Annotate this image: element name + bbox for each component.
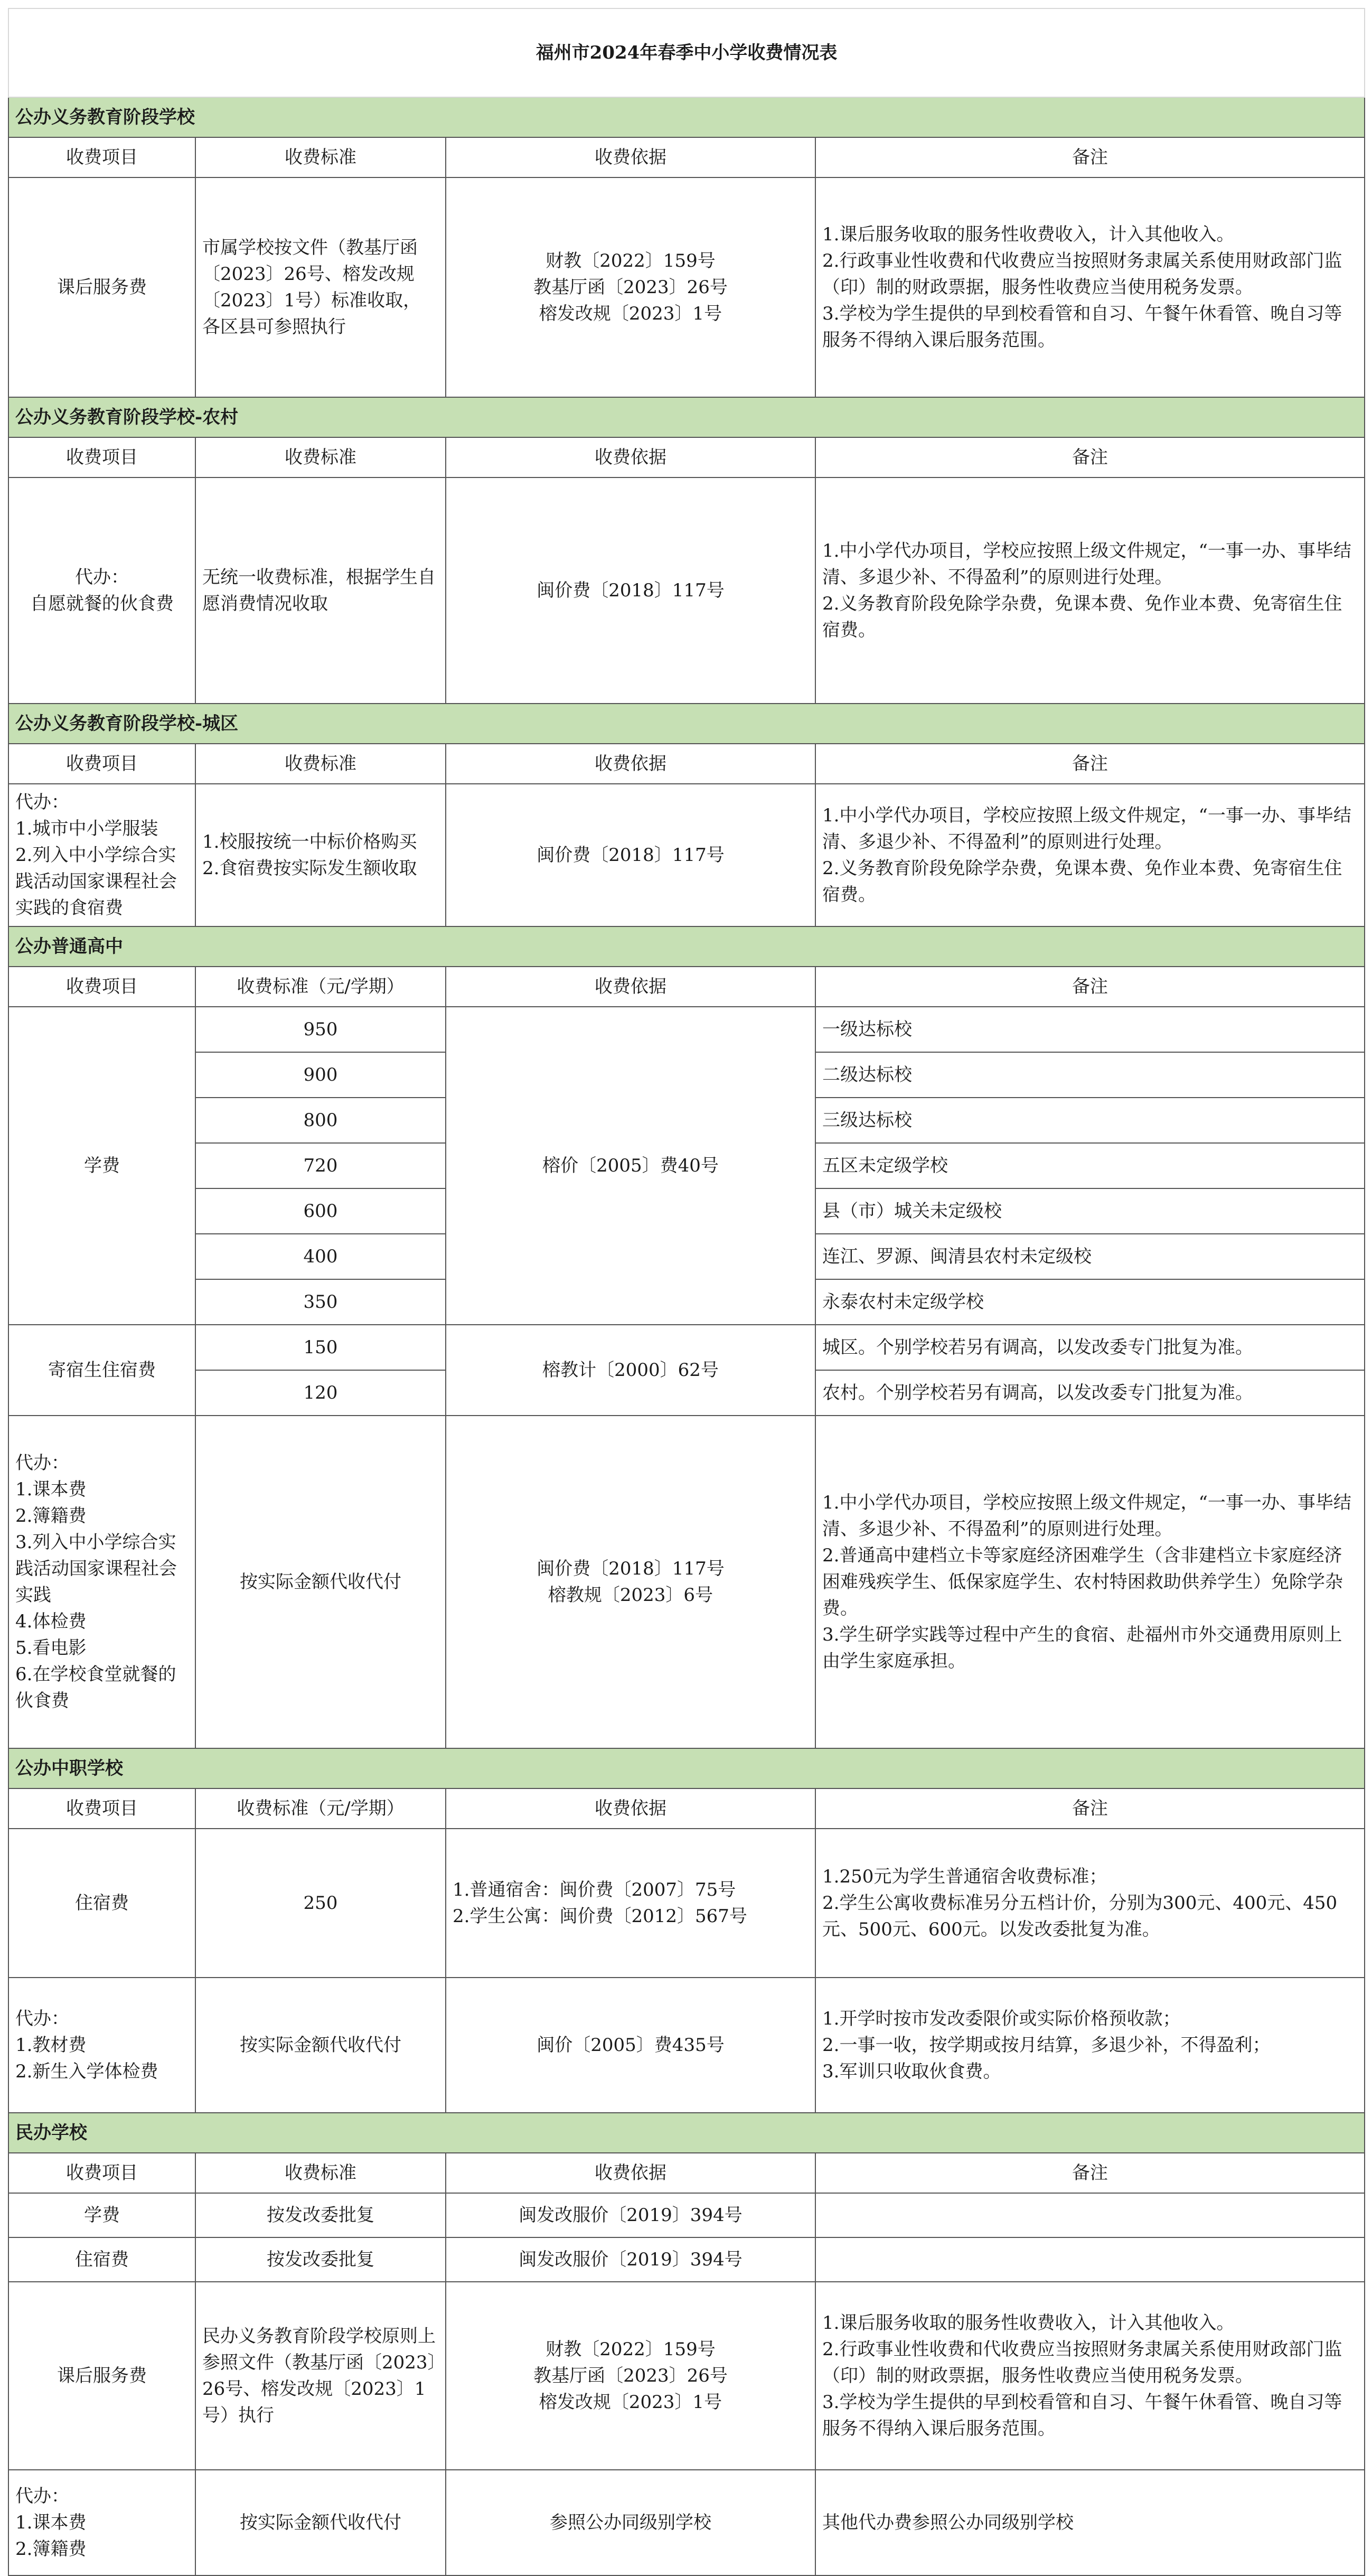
fee-item-line: 代办： xyxy=(15,2486,69,2507)
column-header xyxy=(8,967,195,1007)
fee-item-line: 2.列入中小学综合实践活动国家课程社会实践的食宿费 xyxy=(15,845,177,919)
fee-note xyxy=(815,1007,1365,1052)
section-row xyxy=(8,97,1365,137)
column-header-line: 收费标准（元/学期） xyxy=(237,976,405,997)
fee-row xyxy=(8,2470,1365,2575)
column-header-line: 收费标准（元/学期） xyxy=(237,1798,405,1819)
fee-note xyxy=(815,2470,1365,2575)
page-title: 福州市2024年春季中小学收费情况表 xyxy=(8,8,1365,97)
fee-note-line: 2.一事一收，按学期或按月结算，多退少补，不得盈利； xyxy=(822,2035,1271,2056)
fee-item xyxy=(8,2237,195,2282)
fee-table xyxy=(8,8,1365,2576)
fee-note-line: 2.义务教育阶段免除学杂费，免课本费、免作业本费、免寄宿生住宿费。 xyxy=(822,858,1342,905)
column-header xyxy=(815,2153,1365,2193)
fee-item xyxy=(8,1007,195,1325)
header-row xyxy=(8,967,1365,1007)
column-header-line: 收费依据 xyxy=(595,753,666,774)
section-row xyxy=(8,1748,1365,1788)
fee-note xyxy=(815,1978,1365,2113)
fee-standard xyxy=(195,2237,446,2282)
fee-note-line: 二级达标校 xyxy=(822,1064,912,1085)
fee-row xyxy=(8,2282,1365,2470)
fee-note-line: 一级达标校 xyxy=(822,1019,912,1040)
title-row xyxy=(8,8,1365,97)
fee-note xyxy=(815,1829,1365,1978)
fee-note-line: 3.学校为学生提供的早到校看管和自习、午餐午休看管、晚自习等服务不得纳入课后服务范围。 xyxy=(822,303,1342,351)
fee-note-line: 其他代办费参照公办同级别学校 xyxy=(822,2512,1074,2533)
agency-row xyxy=(8,1416,1365,1748)
fee-item xyxy=(8,1829,195,1978)
column-header xyxy=(815,1788,1365,1829)
fee-standard xyxy=(195,2282,446,2470)
column-header xyxy=(195,2153,446,2193)
fee-item-line: 学费 xyxy=(84,1155,120,1176)
header-row xyxy=(8,2153,1365,2193)
fee-row xyxy=(8,1978,1365,2113)
column-header xyxy=(195,1788,446,1829)
section-title xyxy=(8,926,1365,967)
header-row xyxy=(8,137,1365,177)
column-header xyxy=(195,137,446,177)
fee-basis-line: 榕教计〔2000〕62号 xyxy=(542,1360,719,1381)
fee-note xyxy=(815,1234,1365,1279)
fee-amount xyxy=(195,1188,446,1234)
column-header-line: 收费项目 xyxy=(66,147,138,168)
column-header-line: 收费项目 xyxy=(66,2162,138,2184)
column-header xyxy=(446,967,815,1007)
section-title-line: 公办义务教育阶段学校 xyxy=(15,107,195,128)
fee-note xyxy=(815,1325,1365,1370)
fee-note-line: 县（市）城关未定级校 xyxy=(822,1201,1002,1222)
fee-amount-line: 600 xyxy=(303,1201,338,1222)
fee-item-line: 学费 xyxy=(84,2205,120,2226)
fee-basis-line: 榕发改规〔2023〕1号 xyxy=(539,2392,722,2413)
fee-standard-line: 按实际金额代收代付 xyxy=(240,1571,401,1593)
fee-basis xyxy=(446,2282,815,2470)
fee-item-line: 代办： xyxy=(15,2008,69,2029)
fee-note xyxy=(815,1370,1365,1416)
fee-note-line: 1.开学时按市发改委限价或实际价格预收款； xyxy=(822,2008,1181,2029)
fee-standard-line: 1.校服按统一中标价格购买 xyxy=(202,831,417,853)
fee-note-line: 永泰农村未定级学校 xyxy=(822,1291,984,1313)
fee-row xyxy=(8,2193,1365,2237)
fee-standard xyxy=(195,177,446,397)
header-row xyxy=(8,437,1365,477)
fee-standard xyxy=(195,784,446,926)
column-header-line: 收费标准 xyxy=(285,147,356,168)
fee-item-line: 2.簿籍费 xyxy=(15,2538,87,2560)
column-header xyxy=(446,2153,815,2193)
fee-basis-line: 教基厅函〔2023〕26号 xyxy=(533,2365,728,2386)
section-row xyxy=(8,704,1365,744)
column-header-line: 备注 xyxy=(1072,2162,1108,2184)
fee-note-line: 2.学生公寓收费标准另分五档计价，分别为300元、400元、450元、500元、600元。以发改委批复为准。 xyxy=(822,1893,1338,1940)
fee-basis-line: 闽价费〔2018〕117号 xyxy=(537,1558,725,1579)
fee-note-line: 1.250元为学生普通宿舍收费标准； xyxy=(822,1866,1107,1887)
fee-note xyxy=(815,1416,1365,1748)
column-header-line: 收费依据 xyxy=(595,2162,666,2184)
fee-item-line: 自愿就餐的伙食费 xyxy=(30,593,174,614)
fee-amount-line: 800 xyxy=(303,1110,338,1131)
fee-amount xyxy=(195,1234,446,1279)
section-title-line: 公办义务教育阶段学校-农村 xyxy=(15,407,239,428)
fee-item xyxy=(8,784,195,926)
fee-basis xyxy=(446,2470,815,2575)
fee-note xyxy=(815,1052,1365,1098)
fee-amount-line: 720 xyxy=(303,1155,338,1176)
fee-standard-line: 按发改委批复 xyxy=(267,2249,374,2270)
fee-basis-line: 榕价〔2005〕费40号 xyxy=(542,1155,719,1176)
fee-standard-line: 按实际金额代收代付 xyxy=(240,2512,401,2533)
fee-note-line: 城区。个别学校若另有调高，以发改委专门批复为准。 xyxy=(822,1337,1253,1358)
tuition-row xyxy=(8,1007,1365,1052)
section-title-line: 公办普通高中 xyxy=(15,936,123,957)
fee-note-line: 2.义务教育阶段免除学杂费，免课本费、免作业本费、免寄宿生住宿费。 xyxy=(822,593,1342,641)
fee-item-line: 课后服务费 xyxy=(57,277,147,298)
header-row xyxy=(8,1788,1365,1829)
fee-amount-line: 900 xyxy=(303,1064,338,1085)
fee-row xyxy=(8,784,1365,926)
section-title xyxy=(8,397,1365,437)
fee-standard-line: 市属学校按文件（教基厅函〔2023〕26号、榕发改规〔2023〕1号）标准收取，各区县可参照执行 xyxy=(202,237,421,338)
section-title-line: 公办中职学校 xyxy=(15,1758,123,1779)
fee-basis xyxy=(446,1978,815,2113)
fee-amount xyxy=(195,1279,446,1325)
fee-standard xyxy=(195,1978,446,2113)
fee-basis xyxy=(446,2193,815,2237)
fee-item xyxy=(8,2193,195,2237)
fee-item-line: 4.体检费 xyxy=(15,1611,87,1632)
fee-basis-line: 榕发改规〔2023〕1号 xyxy=(539,303,722,324)
fee-amount xyxy=(195,1370,446,1416)
fee-item-line: 代办： xyxy=(15,792,69,813)
fee-note-line: 1.中小学代办项目，学校应按照上级文件规定，“一事一办、事毕结清、多退少补、不得盈利”的原则进行处理。 xyxy=(822,1492,1351,1540)
fee-standard xyxy=(195,1416,446,1748)
fee-note xyxy=(815,2193,1365,2237)
fee-basis-line: 闽价费〔2018〕117号 xyxy=(537,845,725,866)
fee-note-line: 2.行政事业性收费和代收费应当按照财务隶属关系使用财政部门监（印）制的财政票据，服务性收费应当使用税务发票。 xyxy=(822,2339,1342,2386)
fee-item-line: 3.列入中小学综合实践活动国家课程社会实践 xyxy=(15,1532,177,1606)
fee-basis-line: 闽发改服价〔2019〕394号 xyxy=(519,2249,743,2270)
section-title-line: 公办义务教育阶段学校-城区 xyxy=(15,713,239,734)
fee-note-line: 连江、罗源、闽清县农村未定级校 xyxy=(822,1246,1092,1267)
fee-basis-line: 闽发改服价〔2019〕394号 xyxy=(519,2205,743,2226)
fee-basis xyxy=(446,2237,815,2282)
section-title xyxy=(8,1748,1365,1788)
column-header-line: 收费依据 xyxy=(595,1798,666,1819)
fee-amount-line: 120 xyxy=(303,1382,338,1403)
column-header-line: 收费项目 xyxy=(66,753,138,774)
column-header xyxy=(446,1788,815,1829)
fee-amount-line: 350 xyxy=(303,1291,338,1313)
fee-item-line: 代办： xyxy=(15,1453,69,1474)
fee-item xyxy=(8,1978,195,2113)
fee-note-line: 1.中小学代办项目，学校应按照上级文件规定，“一事一办、事毕结清、多退少补、不得盈利”的原则进行处理。 xyxy=(822,540,1351,588)
fee-standard-line: 2.食宿费按实际发生额收取 xyxy=(202,858,417,879)
column-header xyxy=(8,437,195,477)
fee-amount-line: 150 xyxy=(303,1337,338,1358)
fee-note xyxy=(815,784,1365,926)
fee-standard-line: 250 xyxy=(303,1893,338,1914)
fee-item-line: 1.课本费 xyxy=(15,2512,87,2533)
column-header xyxy=(815,137,1365,177)
header-row xyxy=(8,744,1365,784)
fee-basis-line: 2.学生公寓：闽价费〔2012〕567号 xyxy=(453,1906,747,1927)
fee-standard xyxy=(195,2193,446,2237)
fee-item-line: 住宿费 xyxy=(75,1893,129,1914)
column-header xyxy=(815,744,1365,784)
fee-amount-line: 950 xyxy=(303,1019,338,1040)
column-header-line: 收费项目 xyxy=(66,1798,138,1819)
fee-basis-line: 参照公办同级别学校 xyxy=(550,2512,711,2533)
column-header-line: 收费依据 xyxy=(595,447,666,468)
fee-basis xyxy=(446,1416,815,1748)
column-header xyxy=(815,967,1365,1007)
fee-basis-line: 榕教规〔2023〕6号 xyxy=(548,1585,713,1606)
fee-item-line: 1.教材费 xyxy=(15,2035,87,2056)
column-header-line: 收费依据 xyxy=(595,147,666,168)
fee-row xyxy=(8,477,1365,704)
column-header-line: 收费依据 xyxy=(595,976,666,997)
fee-note xyxy=(815,2237,1365,2282)
fee-item-line: 1.课本费 xyxy=(15,1479,87,1500)
column-header-line: 备注 xyxy=(1072,447,1108,468)
fee-item xyxy=(8,477,195,704)
fee-basis-line: 1.普通宿舍：闽价费〔2007〕75号 xyxy=(453,1879,736,1900)
fee-note xyxy=(815,2282,1365,2470)
column-header-line: 备注 xyxy=(1072,753,1108,774)
section-title-line: 民办学校 xyxy=(15,2122,87,2143)
fee-item xyxy=(8,2470,195,2575)
fee-basis xyxy=(446,784,815,926)
fee-item-line: 1.城市中小学服装 xyxy=(15,818,158,839)
fee-note-line: 五区未定级学校 xyxy=(822,1155,948,1176)
section-row xyxy=(8,2113,1365,2153)
fee-note-line: 1.中小学代办项目，学校应按照上级文件规定，“一事一办、事毕结清、多退少补、不得盈利”的原则进行处理。 xyxy=(822,805,1351,853)
fee-row xyxy=(8,2237,1365,2282)
column-header-line: 备注 xyxy=(1072,976,1108,997)
fee-note-line: 1.课后服务收取的服务性收费收入，计入其他收入。 xyxy=(822,224,1235,245)
fee-amount xyxy=(195,1007,446,1052)
fee-standard-line: 按发改委批复 xyxy=(267,2205,374,2226)
fee-note-line: 农村。个别学校若另有调高，以发改委专门批复为准。 xyxy=(822,1382,1253,1403)
column-header xyxy=(446,437,815,477)
column-header xyxy=(815,437,1365,477)
fee-item-line: 5.看电影 xyxy=(15,1637,87,1659)
fee-note-line: 三级达标校 xyxy=(822,1110,912,1131)
fee-item-line: 6.在学校食堂就餐的伙食费 xyxy=(15,1664,176,1711)
fee-note xyxy=(815,177,1365,397)
column-header-line: 收费项目 xyxy=(66,447,138,468)
fee-amount xyxy=(195,1325,446,1370)
fee-sheet xyxy=(8,8,1364,2576)
fee-note-line: 3.学生研学实践等过程中产生的食宿、赴福州市外交通费用原则上由学生家庭承担。 xyxy=(822,1624,1342,1672)
fee-standard-line: 无统一收费标准，根据学生自愿消费情况收取 xyxy=(202,567,436,614)
column-header xyxy=(8,744,195,784)
fee-amount xyxy=(195,1098,446,1143)
fee-basis xyxy=(446,1829,815,1978)
fee-amount xyxy=(195,1052,446,1098)
fee-row xyxy=(8,177,1365,397)
fee-basis xyxy=(446,1325,815,1416)
fee-item xyxy=(8,1325,195,1416)
column-header xyxy=(195,437,446,477)
column-header-line: 收费项目 xyxy=(66,976,138,997)
fee-note xyxy=(815,1279,1365,1325)
section-title xyxy=(8,2113,1365,2153)
column-header xyxy=(195,744,446,784)
fee-standard-line: 按实际金额代收代付 xyxy=(240,2035,401,2056)
fee-row xyxy=(8,1829,1365,1978)
column-header-line: 收费标准 xyxy=(285,2162,356,2184)
fee-basis-line: 教基厅函〔2023〕26号 xyxy=(533,277,728,298)
fee-item xyxy=(8,2282,195,2470)
fee-item-line: 课后服务费 xyxy=(57,2365,147,2386)
fee-standard xyxy=(195,1829,446,1978)
fee-basis-line: 财教〔2022〕159号 xyxy=(546,250,716,271)
fee-standard xyxy=(195,2470,446,2575)
fee-item xyxy=(8,1416,195,1748)
column-header xyxy=(446,137,815,177)
fee-basis xyxy=(446,177,815,397)
column-header-line: 收费标准 xyxy=(285,753,356,774)
fee-note-line: 1.课后服务收取的服务性收费收入，计入其他收入。 xyxy=(822,2312,1235,2334)
fee-note xyxy=(815,477,1365,704)
fee-note-line: 3.学校为学生提供的早到校看管和自习、午餐午休看管、晚自习等服务不得纳入课后服务范围。 xyxy=(822,2392,1342,2439)
column-header-line: 收费标准 xyxy=(285,447,356,468)
fee-basis-line: 财教〔2022〕159号 xyxy=(546,2339,716,2360)
column-header xyxy=(195,967,446,1007)
column-header-line: 备注 xyxy=(1072,1798,1108,1819)
fee-item-line: 住宿费 xyxy=(75,2249,129,2270)
fee-item-line: 2.新生入学体检费 xyxy=(15,2061,158,2082)
fee-item xyxy=(8,177,195,397)
column-header-line: 备注 xyxy=(1072,147,1108,168)
fee-amount-line: 400 xyxy=(303,1246,338,1267)
section-row xyxy=(8,926,1365,967)
fee-standard xyxy=(195,477,446,704)
column-header xyxy=(8,137,195,177)
column-header xyxy=(8,1788,195,1829)
fee-basis xyxy=(446,477,815,704)
fee-basis xyxy=(446,1007,815,1325)
boarding-row xyxy=(8,1325,1365,1370)
fee-note xyxy=(815,1188,1365,1234)
fee-item-line: 代办： xyxy=(75,567,129,588)
fee-standard-line: 民办义务教育阶段学校原则上参照文件（教基厅函〔2023〕26号、榕发改规〔2023〕1号）执行 xyxy=(202,2326,437,2426)
fee-basis-line: 闽价〔2005〕费435号 xyxy=(537,2035,725,2056)
fee-note xyxy=(815,1098,1365,1143)
section-title xyxy=(8,97,1365,137)
fee-note-line: 2.行政事业性收费和代收费应当按照财务隶属关系使用财政部门监（印）制的财政票据，服务性收费应当使用税务发票。 xyxy=(822,250,1342,298)
fee-note-line: 2.普通高中建档立卡等家庭经济困难学生（含非建档立卡家庭经济困难残疾学生、低保家庭学生、农村特困救助供养学生）免除学杂费。 xyxy=(822,1545,1343,1619)
section-title xyxy=(8,704,1365,744)
fee-item-line: 2.簿籍费 xyxy=(15,1505,87,1526)
column-header xyxy=(8,2153,195,2193)
section-row xyxy=(8,397,1365,437)
fee-basis-line: 闽价费〔2018〕117号 xyxy=(537,580,725,601)
fee-note xyxy=(815,1143,1365,1188)
column-header xyxy=(446,744,815,784)
fee-amount xyxy=(195,1143,446,1188)
fee-item-line: 寄宿生住宿费 xyxy=(48,1360,156,1381)
fee-note-line: 3.军训只收取伙食费。 xyxy=(822,2061,1001,2082)
